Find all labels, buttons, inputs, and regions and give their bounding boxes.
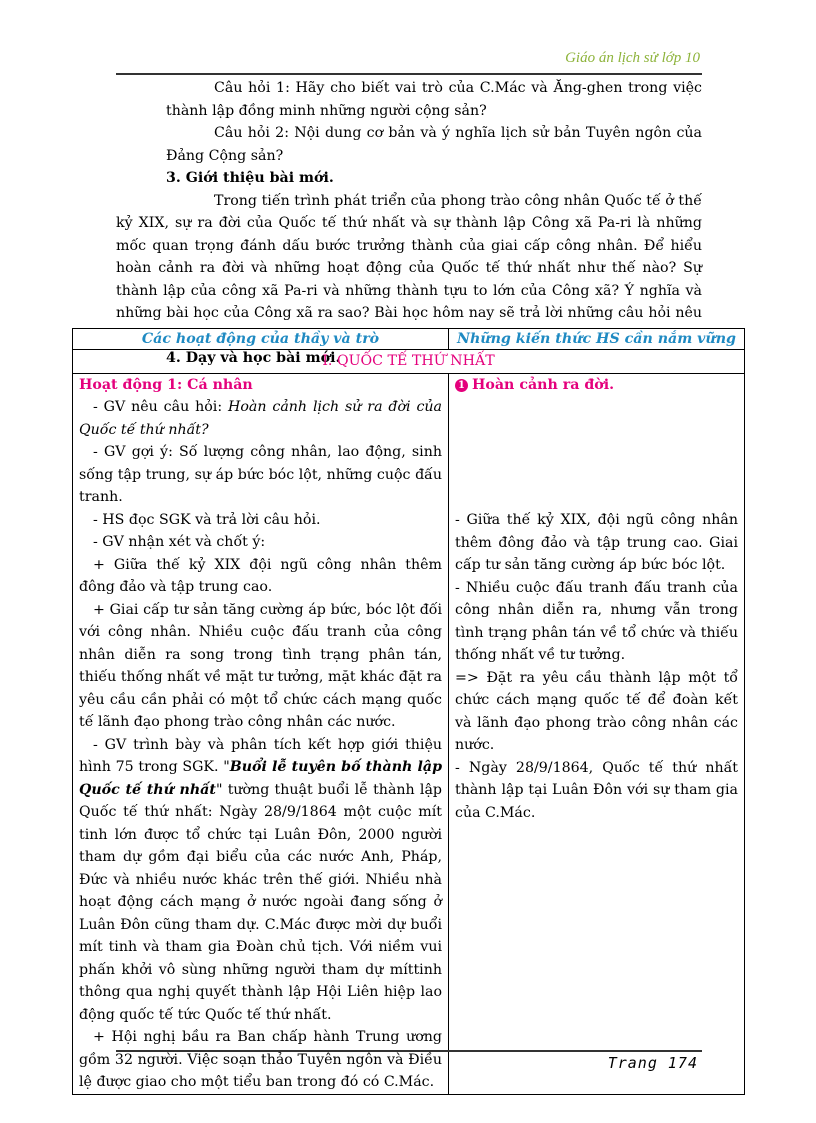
activity-p2: - GV gợi ý: Số lượng công nhân, lao động, sinh sống tập trung, sự áp bức bóc lột, những cuộc đấu tranh. (79, 444, 442, 505)
content-row (73, 373, 745, 1094)
number-bullet-icon: 1 (455, 379, 468, 392)
knowledge-p3: => Đặt ra yêu cầu thành lập một tổ chức cách mạng quốc tế để đoàn kết và lãnh đạo phong trào công nhân các nước. (455, 669, 738, 753)
col-header-knowledge: Những kiến thức HS cần nắm vững (449, 329, 745, 350)
knowledge-p4: - Ngày 28/9/1864, Quốc tế thứ nhất thành lập tại Luân Đôn với sự tham gia của C.Mác. (455, 759, 738, 821)
activities-cell (73, 373, 449, 1094)
knowledge-p2: - Nhiều cuộc đấu tranh đấu tranh của công nhân diễn ra, nhưng vẫn trong tình trạng phân tán về tổ chức và thiếu thống nhất về tư tưởng. (455, 579, 738, 663)
activity-title: Hoạt động 1: Cá nhân (79, 376, 253, 393)
lesson-table (72, 328, 745, 1095)
section-title: I. QUỐC TẾ THỨ NHẤT (73, 350, 745, 374)
header-rule (116, 73, 702, 75)
question-1: Câu hỏi 1: Hãy cho biết vai trò của C.Mác và Ăng-ghen trong việc thành lập đồng minh những người cộng sản? (166, 80, 702, 119)
intro-section (116, 77, 702, 370)
activity-p5: + Giữa thế kỷ XIX đội ngũ công nhân thêm đông đảo và tập trung cao. (79, 556, 442, 595)
activity-p6: + Giai cấp tư sản tăng cường áp bức, bóc lột đối với công nhân. Nhiều cuộc đấu tranh của công nhân diễn ra song trong tình trạng phân tán, thiếu thống nhất về mặt tư tưởng, mặt khác đặt ra yêu cầu cần phải có một tổ chức cách mạng quốc tế lãnh đạo phong trào công nhân các nước. (79, 601, 442, 730)
heading-intro-lesson: 3. Giới thiệu bài mới. (166, 170, 334, 186)
activity-p8: + Hội nghị bầu ra Ban chấp hành Trung ương gồm 32 người. Việc soạn thảo Tuyên ngôn và Điều lệ được giao cho một tiểu ban trong đó có C.Mác. (79, 1029, 442, 1090)
knowledge-cell (449, 373, 745, 1094)
footer-rule (116, 1050, 702, 1052)
knowledge-p1: - Giữa thế kỷ XIX, đội ngũ công nhân thêm đông đảo và tập trung cao. Giai cấp tư sản tăng cường áp bức bóc lột. (455, 512, 738, 573)
table-header-row (73, 329, 745, 350)
activity-p1: - GV nêu câu hỏi: Hoàn cảnh lịch sử ra đời của Quốc tế thứ nhất? (79, 399, 442, 438)
section-row (73, 350, 745, 374)
col-header-activities: Các hoạt động của thầy và trò (73, 329, 449, 350)
activity-p7: - GV trình bày và phân tích kết hợp giới thiệu hình 75 trong SGK. "Buổi lễ tuyên bố thành lập Quốc tế thứ nhất" tường thuật buổi lễ thành lập Quốc tế thứ nhất: Ngày 28/9/1864 một cuộc mít tinh lớn được tổ chức tại Luân Đôn, 2000 người tham dự gồm đại biểu của các nước Anh, Pháp, Đức và nhiều nước khác trên thế giới. Nhiều nhà hoạt động cách mạng ở nước ngoài đang sống ở Luân Đôn cũng tham dự. C.Mác được mời dự buổi mít tinh và tham gia Đoàn chủ tịch. Với niềm vui phấn khởi vô sùng những người tham dự míttinh thông qua nghị quyết thành lập Hội Liên hiệp lao động quốc tế tức Quốc tế thứ nhất. (79, 736, 442, 1023)
question-2: Câu hỏi 2: Nội dung cơ bản và ý nghĩa lịch sử bản Tuyên ngôn của Đảng Cộng sản? (166, 125, 702, 164)
knowledge-title: 1 Hoàn cảnh ra đời. (455, 374, 738, 397)
activity-p3: - HS đọc SGK và trả lời câu hỏi. (93, 511, 321, 528)
activity-p4: - GV nhận xét và chốt ý: (93, 534, 266, 550)
intro-paragraph: Trong tiến trình phát triển của phong trào công nhân Quốc tế ở thế kỷ XIX, sự ra đời của Quốc tế thứ nhất và sự thành lập Công xã Pa-ri là những mốc quan trọng đánh dấu bước trưởng thành của giai cấp công nhân. Để hiểu hoàn cảnh ra đời và những hoạt động của Quốc tế thứ nhất như thế nào? Sự thành lập của công xã Pa-ri và những thành tựu to lớn của Công xã? Ý nghĩa và những bài học của Công xã ra sao? Bài học hôm nay sẽ trả lời những câu hỏi nêu (116, 192, 702, 321)
page-header: Giáo án lịch sử lớp 10 (565, 50, 700, 66)
heading-teaching: 4. Dạy và học bài mới. (166, 350, 341, 366)
page-number: Trang 174 (607, 1054, 698, 1072)
